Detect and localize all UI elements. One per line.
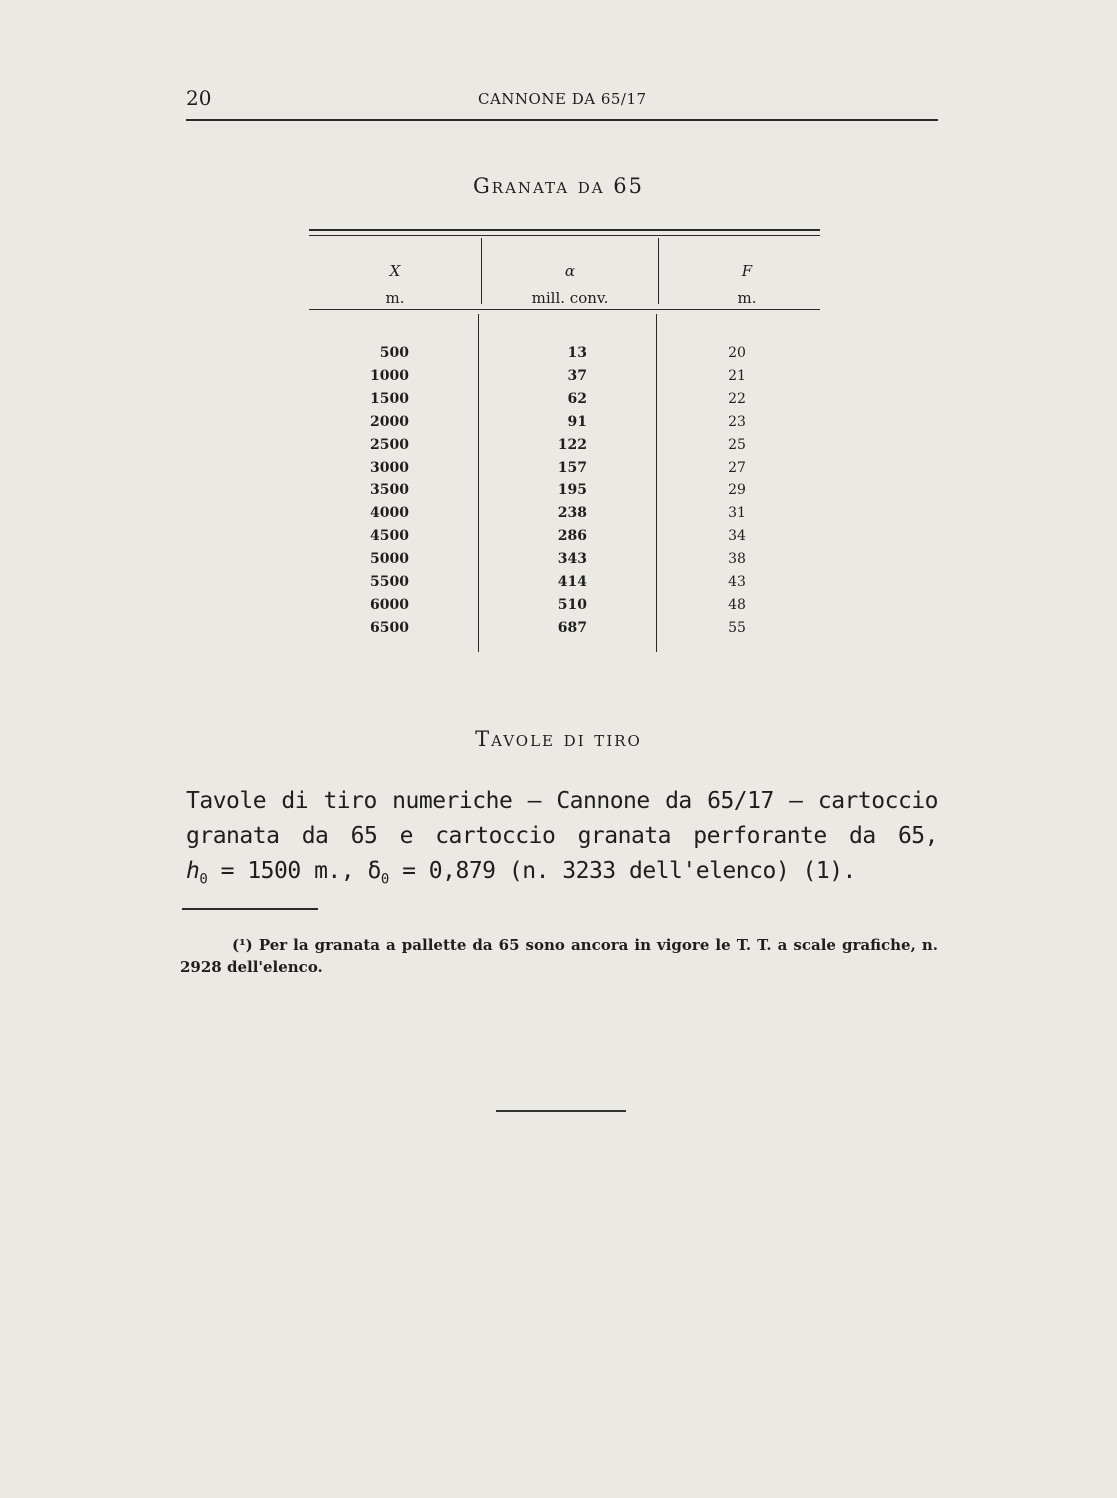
column-header-x-unit: m. [385, 289, 405, 307]
footnote [180, 934, 938, 978]
table-cell-f: 43 [728, 574, 746, 590]
table-cell-alpha: 414 [557, 574, 587, 590]
column-divider-1-body [478, 314, 479, 652]
table-cell-alpha: 343 [557, 551, 587, 568]
footnote-marker: (¹) [232, 936, 253, 954]
column-divider-2 [658, 238, 659, 304]
table-cell-alpha: 238 [557, 505, 587, 522]
column-divider-1 [481, 238, 482, 304]
end-rule [496, 1110, 626, 1112]
column-header-f-unit: m. [737, 289, 757, 307]
table-header-rule [309, 309, 820, 310]
table-cell-x: 4000 [370, 505, 409, 522]
footnote-rule [182, 908, 318, 910]
table-cell-x: 3000 [370, 459, 409, 476]
table-cell-x: 4500 [370, 528, 409, 545]
table-cell-f: 25 [728, 436, 746, 453]
table-top-rule [309, 229, 820, 231]
table-cell-x: 6000 [370, 596, 409, 613]
table-cell-x: 2000 [370, 413, 409, 430]
table-cell-alpha: 37 [567, 367, 587, 384]
table-cell-x: 1500 [370, 390, 409, 407]
table-cell-x: 1000 [370, 367, 409, 384]
table-cell-alpha: 510 [557, 596, 587, 613]
table-cell-x: 5500 [370, 574, 409, 590]
table-cell-f: 55 [728, 619, 746, 636]
table-title: Granata da 65 [473, 174, 644, 198]
paragraph-line-2: granata da 65 e cartoccio granata perforante da 65, [186, 823, 938, 849]
running-title: CANNONE DA 65/17 [478, 90, 647, 108]
table-cell-f: 48 [728, 596, 746, 613]
page-number: 20 [186, 86, 212, 110]
table-cell-alpha: 13 [567, 345, 587, 361]
table-cell-x: 2500 [370, 436, 409, 453]
table-cell-alpha: 62 [567, 390, 587, 407]
table-cell-x: 5000 [370, 551, 409, 568]
table-cell-alpha: 91 [567, 413, 587, 430]
paragraph-line-3 [186, 854, 938, 898]
table-cell-f: 22 [728, 390, 746, 407]
header-rule [186, 119, 938, 121]
table-cell-f: 21 [728, 367, 746, 384]
table-cell-alpha: 157 [557, 459, 587, 476]
table-cell-x: 3500 [370, 482, 409, 499]
table-cell-f: 38 [728, 551, 746, 568]
table-cell-f: 20 [728, 345, 746, 361]
table-cell-f: 31 [728, 505, 746, 522]
paragraph-line-3-part-c: = 0,879 (n. 3233 dell'elenco) (1). [388, 858, 856, 884]
table-top-rule-2 [309, 235, 820, 236]
table-cell-alpha: 286 [557, 528, 587, 545]
h-symbol: h [186, 858, 200, 884]
body-paragraph [186, 784, 938, 898]
table-cell-alpha: 122 [557, 436, 587, 453]
h-subscript: 0 [199, 871, 208, 888]
footnote-text: Per la granata a pallette da 65 sono ancora in vigore le T. T. a scale grafiche, n. 2928 dell'elenco. [180, 936, 938, 976]
column-divider-2-body [656, 314, 657, 652]
paragraph-line-1: Tavole di tiro numeriche – Cannone da 65/17 – cartoccio [186, 788, 938, 814]
table-cell-x: 6500 [370, 619, 409, 636]
table-cell-f: 34 [728, 528, 746, 545]
column-header-f: F [741, 262, 753, 280]
column-header-x: X [389, 262, 401, 280]
paragraph-line-3-part-b: = 1500 m., δ [207, 858, 381, 884]
table-cell-alpha: 195 [557, 482, 587, 499]
table-cell-f: 23 [728, 413, 746, 430]
delta-subscript: 0 [380, 871, 389, 888]
column-header-alpha: α [564, 262, 576, 280]
section-title: Tavole di tiro [475, 727, 642, 751]
table-cell-alpha: 687 [557, 619, 587, 636]
table-cell-f: 29 [728, 482, 746, 499]
table-cell-f: 27 [728, 459, 746, 476]
table-cell-x: 500 [379, 345, 409, 361]
column-header-alpha-unit: mill. conv. [531, 289, 609, 307]
